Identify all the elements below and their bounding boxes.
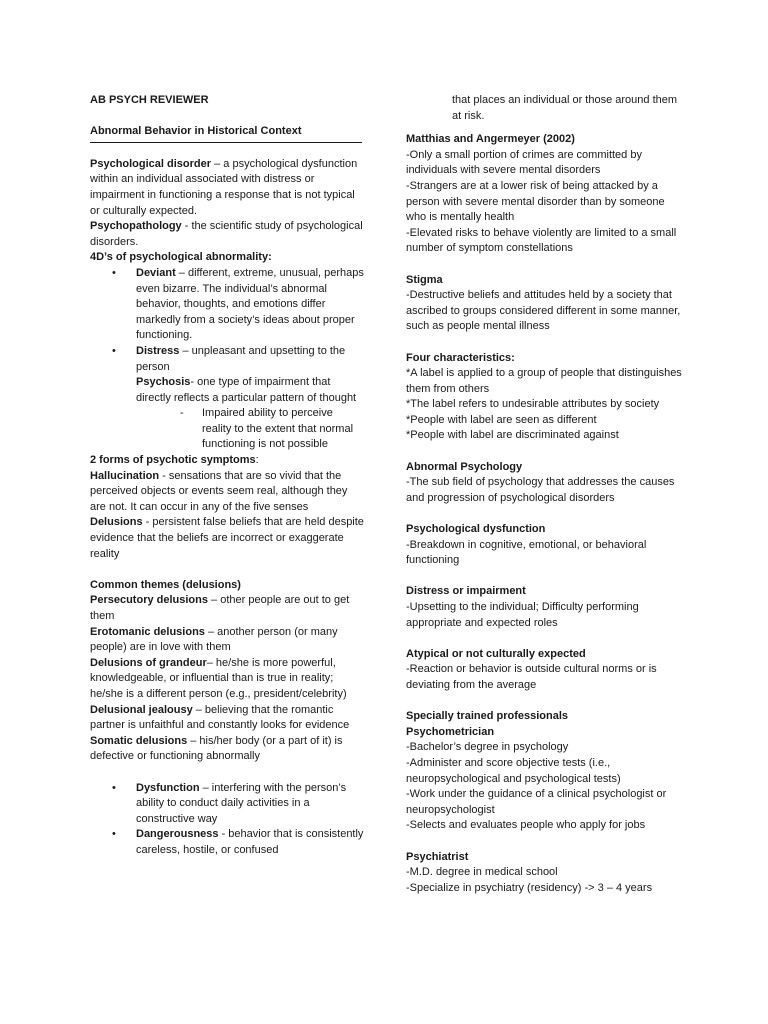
list-item-deviant: • Deviant – different, extreme, unusual, perhaps even bizarre. The individual’s abnormal behavior, thoughts, and emotions differ markedly from a society’s ideas about proper functioning. xyxy=(112,266,364,342)
matthias-point-3: -Elevated risks to behave violently are limited to a small number of symptom constellations xyxy=(406,226,677,255)
common-themes-heading: Common themes (delusions) xyxy=(90,578,241,591)
definition-grandeur: Delusions of grandeur– he/she is more powerful, knowledgeable, or influential than is true in reality; he/she is a different person (e.g., president/celebrity) xyxy=(90,656,347,700)
stigma-heading: Stigma xyxy=(406,273,443,286)
definition-psychological-disorder: Psychological disorder – a psychological dysfunction within an individual associated with distress or impairment in functioning a response that is not typical or culturally expected. xyxy=(90,157,358,217)
professionals-heading: Specially trained professionals xyxy=(406,710,569,723)
psychological-dysfunction-text: -Breakdown in cognitive, emotional, or behavioral functioning xyxy=(406,538,647,567)
bullet-icon: • xyxy=(112,344,116,357)
atypical-heading: Atypical or not culturally expected xyxy=(406,647,586,660)
definition-hallucination: Hallucination - sensations that are so vivid that the perceived objects or events seem real, although they are not. It can occur in any of the five senses xyxy=(90,469,348,513)
abnormal-psychology-text: -The sub field of psychology that addresses the causes and progression of psychological disorders xyxy=(406,476,675,504)
distress-impairment-heading: Distress or impairment xyxy=(406,585,526,598)
matthias-point-2: -Strangers are at a lower risk of being attacked by a person with severe mental disorder than by someone who is mentally health xyxy=(406,179,665,224)
definition-psychopathology: Psychopathology - the scientific study of psychological disorders. xyxy=(90,220,363,248)
list-item-distress: • Distress – unpleasant and upsetting to the person xyxy=(112,344,346,373)
right-column xyxy=(406,93,686,896)
psychometrician-point-4: -Selects and evaluates people who apply for jobs xyxy=(406,819,646,832)
psychometrician-heading: Psychometrician xyxy=(406,725,495,738)
psychometrician-point-1: -Bachelor’s degree in psychology xyxy=(406,741,569,754)
definition-jealousy: Delusional jealousy – believing that the romantic partner is unfaithful and constantly looks for evidence xyxy=(90,703,350,732)
four-d-heading: 4D’s of psychological abnormality: xyxy=(90,251,272,264)
bullet-icon: • xyxy=(112,828,116,841)
four-characteristics-heading: Four characteristics: xyxy=(406,351,515,364)
characteristic-1: *A label is applied to a group of people that distinguishes them from others xyxy=(406,367,682,395)
psychiatrist-heading: Psychiatrist xyxy=(406,850,469,863)
matthias-point-1: -Only a small portion of crimes are committed by individuals with severe mental disorders xyxy=(406,148,642,177)
distress-impairment-text: -Upsetting to the individual; Difficulty performing appropriate and expected roles xyxy=(406,601,639,629)
bullet-icon: • xyxy=(112,781,116,794)
psychological-dysfunction-heading: Psychological dysfunction xyxy=(406,523,546,536)
section-title: Abnormal Behavior in Historical Context xyxy=(90,125,302,138)
list-item-dysfunction: • Dysfunction – interfering with the person’s ability to conduct daily activities in a constructive way xyxy=(112,781,347,825)
dash-icon: - xyxy=(180,407,184,420)
list-item-dangerousness: • Dangerousness - behavior that is consistently careless, hostile, or confused xyxy=(112,828,364,856)
document-title: AB PSYCH REVIEWER xyxy=(90,94,209,106)
atypical-text: -Reaction or behavior is outside cultural norms or is deviating from the average xyxy=(406,663,657,691)
matthias-heading: Matthias and Angermeyer (2002) xyxy=(406,133,575,146)
list-item-impaired-ability: - Impaired ability to perceive reality to the extent that normal functioning is not possible xyxy=(180,407,354,451)
definition-persecutory: Persecutory delusions – other people are out to get them xyxy=(90,594,350,622)
left-column xyxy=(90,93,365,859)
definition-delusions: Delusions - persistent false beliefs that are held despite evidence that the beliefs are incorrect or exaggerate reality xyxy=(90,516,364,560)
definition-somatic: Somatic delusions – his/her body (or a part of it) is defective or functioning abnormally xyxy=(90,734,343,763)
psychiatrist-point-2: -Specialize in psychiatry (residency) -> 3 – 4 years xyxy=(406,881,653,894)
characteristic-4: *People with label are discriminated against xyxy=(406,429,619,442)
definition-erotomanic: Erotomanic delusions – another person (or many people) are in love with them xyxy=(90,625,338,654)
characteristic-2: *The label refers to undesirable attributes by society xyxy=(406,398,660,411)
psychometrician-point-3: -Work under the guidance of a clinical psychologist or neuropsychologist xyxy=(406,788,667,816)
stigma-text: -Destructive beliefs and attitudes held by a society that ascribed to groups considered different in some manner, such as people mental illness xyxy=(406,289,681,333)
bullet-icon: • xyxy=(112,266,116,279)
psychotic-symptoms-heading: 2 forms of psychotic symptoms: xyxy=(90,454,259,467)
abnormal-psychology-heading: Abnormal Psychology xyxy=(406,460,523,473)
characteristic-3: *People with label are seen as different xyxy=(406,413,597,426)
definition-psychosis: Psychosis- one type of impairment that directly reflects a particular pattern of thought xyxy=(136,376,357,404)
psychometrician-point-2: -Administer and score objective tests (i.e., neuropsychological and psychological tests) xyxy=(406,756,621,785)
continued-text: that places an individual or those around them at risk. xyxy=(452,94,678,122)
psychiatrist-point-1: -M.D. degree in medical school xyxy=(406,866,558,879)
